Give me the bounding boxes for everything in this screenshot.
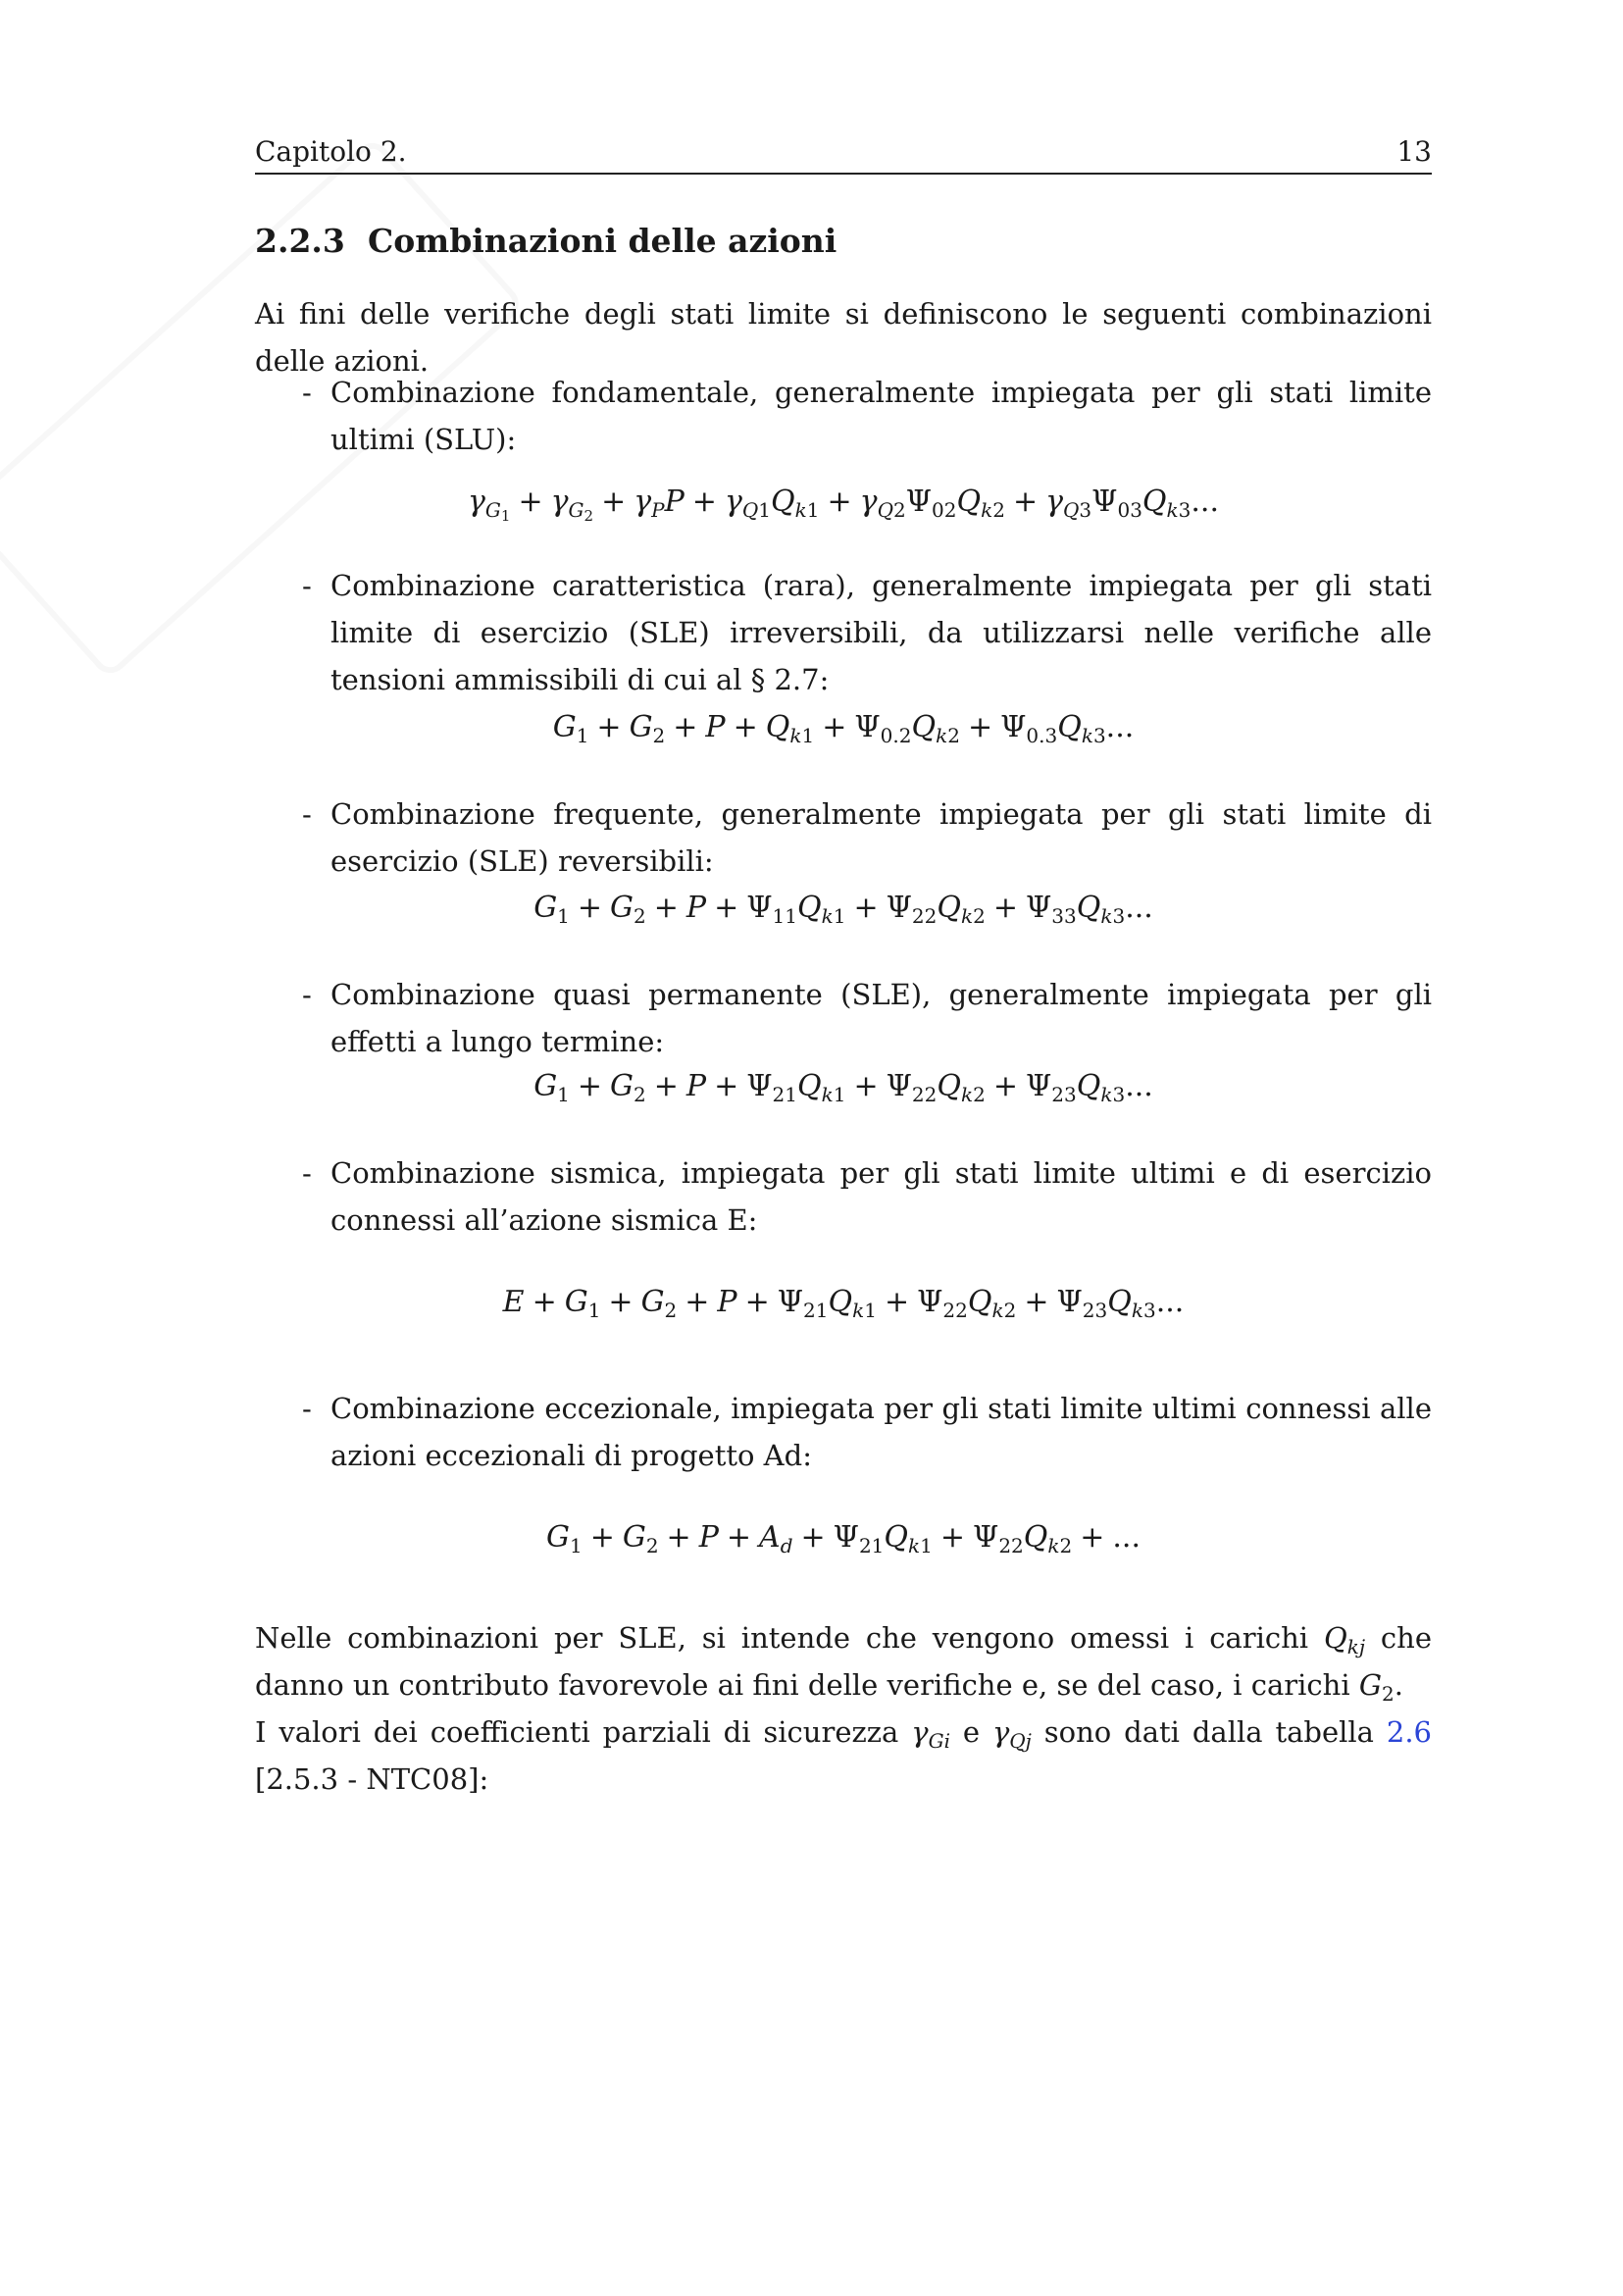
- list-item: [302, 1149, 1432, 1244]
- equation-frequent: $G_1 + G_2 + P + \Psi_{11}Q_{k1} + \Psi_{22}Q_{k2} + \Psi_{33}Q_{k3}$...: [533, 891, 1153, 928]
- intro-paragraph: Ai fini delle verifiche degli stati limite si definiscono le seguenti combinazioni delle azioni.: [255, 297, 1432, 378]
- list-item: [302, 562, 1432, 703]
- equation-ellipsis: ...: [1125, 1069, 1153, 1103]
- list-item: [302, 791, 1432, 885]
- equation-ellipsis: ...: [1191, 485, 1219, 519]
- running-header: [255, 135, 1432, 168]
- equation-ellipsis: ...: [1112, 1520, 1141, 1555]
- list-dash: -: [302, 1392, 312, 1425]
- list-item-text: Combinazione eccezionale, impiegata per gli stati limite ultimi connessi alle azioni eccezionali di progetto Ad:: [330, 1392, 1432, 1472]
- section-heading: [255, 222, 837, 260]
- closing-text: [2.5.3 - NTC08]:: [255, 1762, 489, 1796]
- list-dash: -: [302, 569, 312, 602]
- closing-text: e: [949, 1715, 992, 1749]
- equation-seismic: $E + G_1 + G_2 + P + \Psi_{21}Q_{k1} + \Psi_{22}Q_{k2} + \Psi_{23}Q_{k3}$...: [502, 1285, 1185, 1322]
- closing-text: sono dati dalla tabella: [1031, 1715, 1387, 1749]
- closing-paragraph-2: I valori dei coefficienti parziali di sicurezza $\gamma_{Gi}$ e $\gamma_{Qj}$ sono dati dalla tabella 2.6 [2.5.3 - NTC08]:: [255, 1715, 1432, 1796]
- section-title: Combinazioni delle azioni: [368, 222, 837, 260]
- list-item-text: Combinazione frequente, generalmente impiegata per gli stati limite di esercizio (SLE) reversibili:: [330, 797, 1432, 878]
- list-item-text: Combinazione sismica, impiegata per gli stati limite ultimi e di esercizio connessi all’azione sismica E:: [330, 1156, 1432, 1237]
- closing-text: I valori dei coefficienti parziali di sicurezza: [255, 1715, 912, 1749]
- equation-ellipsis: ...: [1125, 891, 1153, 925]
- list-item: [302, 369, 1432, 463]
- page-number: 13: [1396, 135, 1432, 168]
- table-reference-link[interactable]: 2.6: [1386, 1715, 1432, 1749]
- list-item-text: Combinazione caratteristica (rara), generalmente impiegata per gli stati limite di esercizio (SLE) irreversibili, da utilizzarsi nelle verifiche alle tensioni ammissibili di cui al § 2.7:: [330, 569, 1432, 696]
- list-dash: -: [302, 978, 312, 1011]
- list-item: [302, 971, 1432, 1065]
- closing-paragraph-1: Nelle combinazioni per SLE, si intende che vengono omessi i carichi $Q_{kj}$ che danno un contributo favorevole ai fini delle verifiche e, se del caso, i carichi $G_2$.: [255, 1621, 1432, 1706]
- list-item-text: Combinazione fondamentale, generalmente impiegata per gli stati limite ultimi (SLU):: [330, 376, 1432, 456]
- chapter-label: Capitolo 2.: [255, 135, 407, 168]
- equation-ellipsis: ...: [1105, 710, 1135, 744]
- list-item: [302, 1385, 1432, 1479]
- closing-text: che danno un contributo favorevole ai fini delle verifiche e, se del caso, i carichi: [255, 1621, 1432, 1702]
- equation-fundamental: $\gamma_{G_1} + \gamma_{G_2} + \gamma_PP + \gamma_{Q1}Q_{k1} + \gamma_{Q2}\Psi_{02}Q_{k2} + \gamma_{Q3}\Psi_{03}Q_{k3}$...: [467, 485, 1219, 525]
- list-dash: -: [302, 1156, 312, 1190]
- list-dash: -: [302, 797, 312, 831]
- equation-characteristic: $G_1 + G_2 + P + Q_{k1} + \Psi_{0.2}Q_{k2} + \Psi_{0.3}Q_{k3}$...: [552, 710, 1135, 747]
- equation-exceptional: $G_1 + G_2 + P + A_d + \Psi_{21}Q_{k1} + \Psi_{22}Q_{k2}$ + ...: [546, 1520, 1141, 1557]
- list-dash: -: [302, 376, 312, 409]
- closing-text: .: [1394, 1668, 1403, 1702]
- closing-text: Nelle combinazioni per SLE, si intende che vengono omessi i carichi: [255, 1621, 1324, 1655]
- equation-quasi-permanent: $G_1 + G_2 + P + \Psi_{21}Q_{k1} + \Psi_{22}Q_{k2} + \Psi_{23}Q_{k3}$...: [533, 1069, 1153, 1106]
- list-item-text: Combinazione quasi permanente (SLE), generalmente impiegata per gli effetti a lungo termine:: [330, 978, 1432, 1058]
- section-number: 2.2.3: [255, 222, 345, 260]
- header-rule: [255, 173, 1432, 175]
- equation-ellipsis: ...: [1155, 1285, 1185, 1319]
